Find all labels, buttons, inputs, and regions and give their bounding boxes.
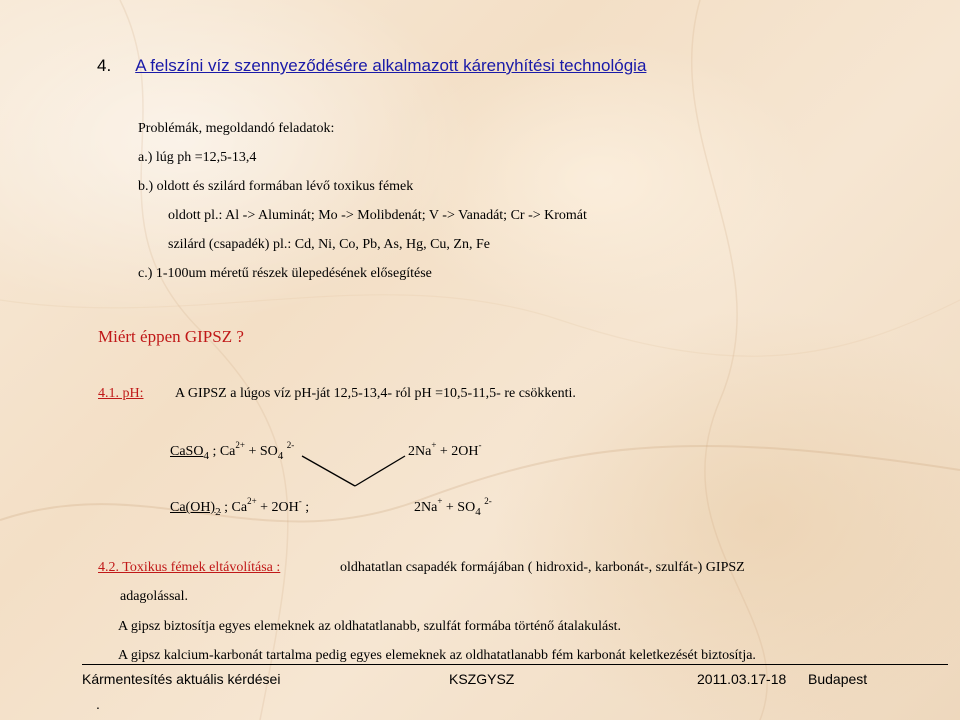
problem-b: b.) oldott és szilárd formában lévő toxikus fémek <box>138 179 414 194</box>
ca-ion: $Ca^{2+}$ <box>219 440 245 459</box>
reaction-2-separator-2: ; <box>305 500 310 515</box>
reaction-1-separator: ; <box>212 444 217 459</box>
reaction-1-right <box>408 440 482 460</box>
reaction-2-left <box>170 496 310 518</box>
ph-label: 4.1. pH: <box>98 386 144 401</box>
question-heading: Miért éppen GIPSZ ? <box>98 327 244 346</box>
so4-ion-2: + $SO_4$ $^{2-}$ <box>445 496 492 518</box>
plus-sign: + <box>248 444 257 459</box>
problem-a: a.) lúg ph =12,5-13,4 <box>138 150 257 165</box>
toxic-text: oldhatatlan csapadék formájában ( hidroxid-, karbonát-, szulfát-) GIPSZ <box>340 560 745 575</box>
ca-ion-2: $Ca^{2+}$ <box>231 496 257 515</box>
toxic-continuation: adagolással. <box>120 589 189 604</box>
footer-date: 2011.03.17-18 <box>697 671 787 687</box>
caoh2-formula: $Ca(OH)_2$ <box>170 500 221 518</box>
oh-ion-2: + 2OH- <box>260 496 302 515</box>
problems-heading: Problémák, megoldandó feladatok: <box>138 121 335 136</box>
na-ion-2: 2Na+ <box>414 496 443 515</box>
reaction-1-left <box>170 440 295 462</box>
footer-center: KSZGYSZ <box>449 671 515 687</box>
reaction-2-right <box>414 496 492 518</box>
ph-section <box>98 386 576 402</box>
problem-b-dissolved: oldott pl.: Al -> Aluminát; Mo -> Molibdenát; V -> Vanadát; Cr -> Kromát <box>168 208 587 223</box>
problem-c: c.) 1-100um méretű részek ülepedésének elősegítése <box>138 266 432 281</box>
footer-city: Budapest <box>808 671 868 687</box>
toxic-line-2: A gipsz kalcium-karbonát tartalma pedig egyes elemeknek az oldhatatlanabb fém karbonát keletkezését biztosítja. <box>118 648 756 663</box>
reaction-arrow <box>300 452 410 492</box>
so4-ion: $SO_4$ $^{2-}$ <box>259 440 295 462</box>
footer-left: Kármentesítés aktuális kérdései <box>82 671 281 687</box>
toxic-label: 4.2. Toxikus fémek eltávolítása : <box>98 560 281 575</box>
footer-divider <box>82 664 948 665</box>
oh-ion: + 2OH- <box>439 440 482 459</box>
reaction-2-separator: ; <box>224 500 228 515</box>
title-text: A felszíni víz szennyeződésére alkalmazott kárenyhítési technológia <box>135 56 647 75</box>
caso4-formula: CaSO$_4$ <box>170 444 209 462</box>
na-ion: 2Na+ <box>408 440 437 459</box>
ph-text: A GIPSZ a lúgos víz pH-ját 12,5-13,4- ról pH =10,5-11,5- re csökkenti. <box>175 386 576 401</box>
problem-b-solid: szilárd (csapadék) pl.: Cd, Ni, Co, Pb, As, Hg, Cu, Zn, Fe <box>168 237 490 252</box>
toxic-line-1: A gipsz biztosítja egyes elemeknek az oldhatatlanabb, szulfát formába történő átalakulást. <box>118 619 622 634</box>
page-title <box>97 56 646 76</box>
title-number: 4. <box>97 56 112 75</box>
footer-dot: . <box>96 696 100 712</box>
toxic-section <box>98 560 745 576</box>
